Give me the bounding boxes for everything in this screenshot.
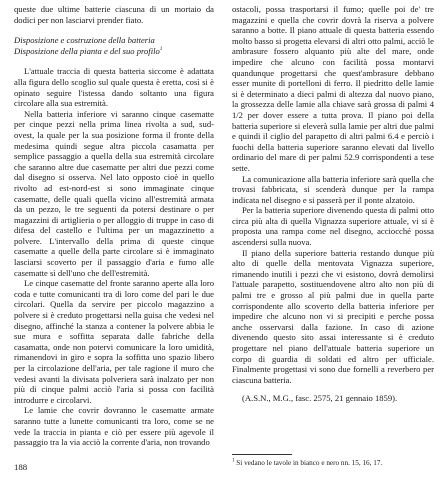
footnote-text: Si vedano le tavole in bianco e nero nn. 15, 16, 17. bbox=[236, 459, 383, 467]
paragraph-spacer bbox=[232, 385, 434, 393]
intro-paragraph: queste due ultime batterie ciascuna di un mortaio da dodici per non lasciarvi prender fiato. bbox=[14, 4, 214, 25]
section-heading-line2 bbox=[14, 46, 214, 57]
left-column bbox=[14, 4, 214, 448]
document-page bbox=[14, 4, 436, 474]
footnote-marker: 1 bbox=[232, 458, 235, 464]
source-citation: (A.S.N., M.G., fasc. 2575, 21 gennaio 1859). bbox=[242, 393, 398, 404]
section-heading-line1 bbox=[14, 35, 214, 46]
body-paragraph: Il piano della superiore batteria restando dunque più alto di quelle della mentovata Vignazza superiore, rimanendo inutili i pezzi che vi esistono, dovrà demolirsi l'attuale parapetto, sostituendovene altro alto non più di palmi tre e grosso al più palmi due in quella parte corrispondente allo scoverto della batteria inferiore per impedire che alcuno non vi si precipiti e perche possa anche osservarsi dalla fazione. In caso di azione divenendo questo sito assai interessante si è creduto progettare nel piano dell'attuale batteria superiore un corpo di guardia di soldati ed altro per ufficiale. Finalmente progettasi vi sono due fornelli a reverbero per ciascuna batteria. bbox=[232, 247, 434, 385]
body-paragraph: ostacoli, possa trasportarsi il fumo; quelle poi de' tre magazzini e quella che covrir dovrà la riserva a polvere saranno a botte. Il piano attuale di questa batteria essendo molto basso si progetta elevarsi di altri otto palmi, acciò le ambrasure fossero alquanto più alte del mare, onde impedire che alcuno con facilità possa montarvi quandunque progettarsi che quest'ambrasure debbano esser munite di portelloni di ferro. Il piedritto delle lamie si è determinato a dieci palmi di altezza dal nuovo piano, la grossezza delle lamie alla chiave sarà grossa di palmi 4 1/2 per dover essere a tutta prova. Il piano poi della batteria superiore si eleverà sulla lamie per altri due palmi e quindi il ciglio del parapetto di altri palmi 6.4 e perciò i fuochi della batteria superiore saranno elevati dal livello ordinario del mare di per palmi 52.9 corrispondenti a tese sette. bbox=[232, 4, 434, 173]
section-heading-line1-text: Disposizione e costruzione della batteria bbox=[14, 35, 155, 46]
body-paragraph: Le cinque casematte del fronte saranno aperte alla loro coda e tutte comunicanti tra di loro come del pari le due circolari. Quella da servire per piccolo magazzino a polvere si è creduto progettarsi nella guisa che vedesi nel disegno, affinché la stanza a contener la polvere abbia le sue mura e soffitta separata dalle fabriche della casamatta, onde non potervi comunicare la loro umidità, rimanendovi in giro e sopra la soffitta uno spazio libero per la circolazione dell'aria, per tale ragione il muro che vedesi avanti la divisata polveriera sarà inalzato per non più di cinque palmi acciò l'aria si possa con facilità introdurre e circolarvi. bbox=[14, 278, 214, 405]
body-paragraph: Per la batteria superiore divenendo questa di palmi otto circa più alta di quella Vignazza superiore attuale, vi si è proposta una rampa come nel disegno, acciocché possa ascendersi sulla nuova. bbox=[232, 205, 434, 248]
footnote bbox=[232, 459, 434, 468]
page-number: 188 bbox=[14, 462, 28, 472]
section-heading-line2-text: Disposizione della pianta e del suo profilo bbox=[14, 45, 160, 56]
body-paragraph: La comunicazione alla batteria inferiore sarà quella che trovasi fabbricata, si scenderà dunque per la rampa indicata nel disegno e si passerà per il ponte alzatoio. bbox=[232, 173, 434, 205]
body-paragraph: L'attuale traccia di questa batteria siccome è adattata alla figura dello scoglio sul quale questa è eretta, così si è opinato seguire l'istessa dando soltanto una figura circolare alla sua estremità. bbox=[14, 66, 214, 109]
body-paragraph: Le lamie che covrir dovranno le casematte armate saranno tutte a lunette comunicanti tra loro, come se ne vede la traccia in pianta e ciò per essere più agevole il passaggio tra la via acciò la corrente d'aria, non trovando bbox=[14, 405, 214, 448]
body-paragraph: Nella batteria inferiore vi saranno cinque casematte per cinque pezzi nella prima linea rivolta a sud, sud-ovest, la quale per la sua posizione forma il fronte della medesima quindi segue altra piccola casamatta per semplice passaggio a quella della sua estremità circolare che saranno altre due casematte per altri due pezzi come dal disegno si osserva. Nel lato opposto cioè in quello rivolto ad est-nord-est si sono immaginate cinque casematte, delle quali quella vicino all'estremità armata da un pezzo, le tre seguenti da potersi destinare o per magazzini di artiglieria o per alloggio di truppe in caso di difesa del castello e l'ultima per un magazzinetto a polvere. L'intervallo della prima di queste cinque casematte a quelle della parte circolare si è immaginato lasciarsi scoverto per il passaggio d'aria e fumo alle casematte sì dell'uno che dell'estremità. bbox=[14, 108, 214, 278]
footnote-divider bbox=[232, 454, 292, 455]
heading-footnote-ref: 1 bbox=[159, 45, 163, 52]
right-column bbox=[232, 4, 434, 404]
